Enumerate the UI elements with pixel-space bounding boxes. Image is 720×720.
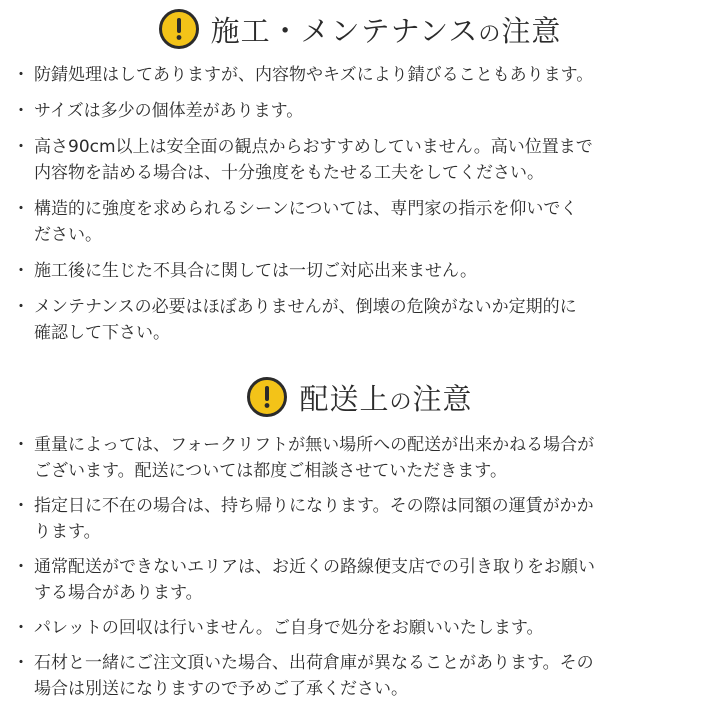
delivery-notes-section	[0, 368, 720, 711]
list-item: ・ 高さ90cm以上は安全面の観点からおすすめしていません。高い位置まで 内容物を詰める場合は、十分強度をもたせる工夫をしてください。	[0, 134, 720, 186]
list-item: ・ サイズは多少の個体差があります。	[0, 98, 720, 124]
list-item: ・ 石材と一緒にご注文頂いた場合、出荷倉庫が異なることがあります。その 場合は別送になりますので予めご了承ください。	[0, 650, 720, 702]
bullet: ・	[12, 435, 30, 455]
exclamation-icon	[247, 377, 287, 417]
list-item: ・ 施工後に生じた不具合に関しては一切ご対応出来ません。	[0, 258, 720, 284]
section-header	[0, 0, 720, 58]
list-item: ・ パレットの回収は行いません。ご自身で処分をお願いいたします。	[0, 615, 720, 641]
bullet: ・	[12, 65, 30, 85]
notes-list	[0, 62, 720, 346]
bullet: ・	[12, 618, 30, 638]
bullet: ・	[12, 653, 30, 673]
maintenance-notes-section	[0, 0, 720, 356]
bullet: ・	[12, 137, 30, 157]
list-item: ・ 構造的に強度を求められるシーンについては、専門家の指示を仰いでく ださい。	[0, 196, 720, 248]
list-item: ・ 重量によっては、フォークリフトが無い場所への配送が出来かねる場合が ございます。配送については都度ご相談させていただきます。	[0, 432, 720, 484]
notes-list	[0, 432, 720, 702]
bullet: ・	[12, 557, 30, 577]
bullet: ・	[12, 496, 30, 516]
bullet: ・	[12, 101, 30, 121]
exclamation-icon	[159, 9, 199, 49]
bullet: ・	[12, 297, 30, 317]
list-item: ・ 指定日に不在の場合は、持ち帰りになります。その際は同額の運賃がかか ります。	[0, 493, 720, 545]
bullet: ・	[12, 261, 30, 281]
list-item: ・ 防錆処理はしてありますが、内容物やキズにより錆びることもあります。	[0, 62, 720, 88]
section-title: 配送上の注意	[299, 381, 473, 416]
section-header	[0, 368, 720, 426]
section-title: 施工・メンテナンスの注意	[210, 13, 562, 48]
bullet: ・	[12, 199, 30, 219]
list-item: ・ 通常配送ができないエリアは、お近くの路線便支店での引き取りをお願い する場合があります。	[0, 554, 720, 606]
list-item: ・ メンテナンスの必要はほぼありませんが、倒壊の危険がないか定期的に 確認して下さい。	[0, 294, 720, 346]
